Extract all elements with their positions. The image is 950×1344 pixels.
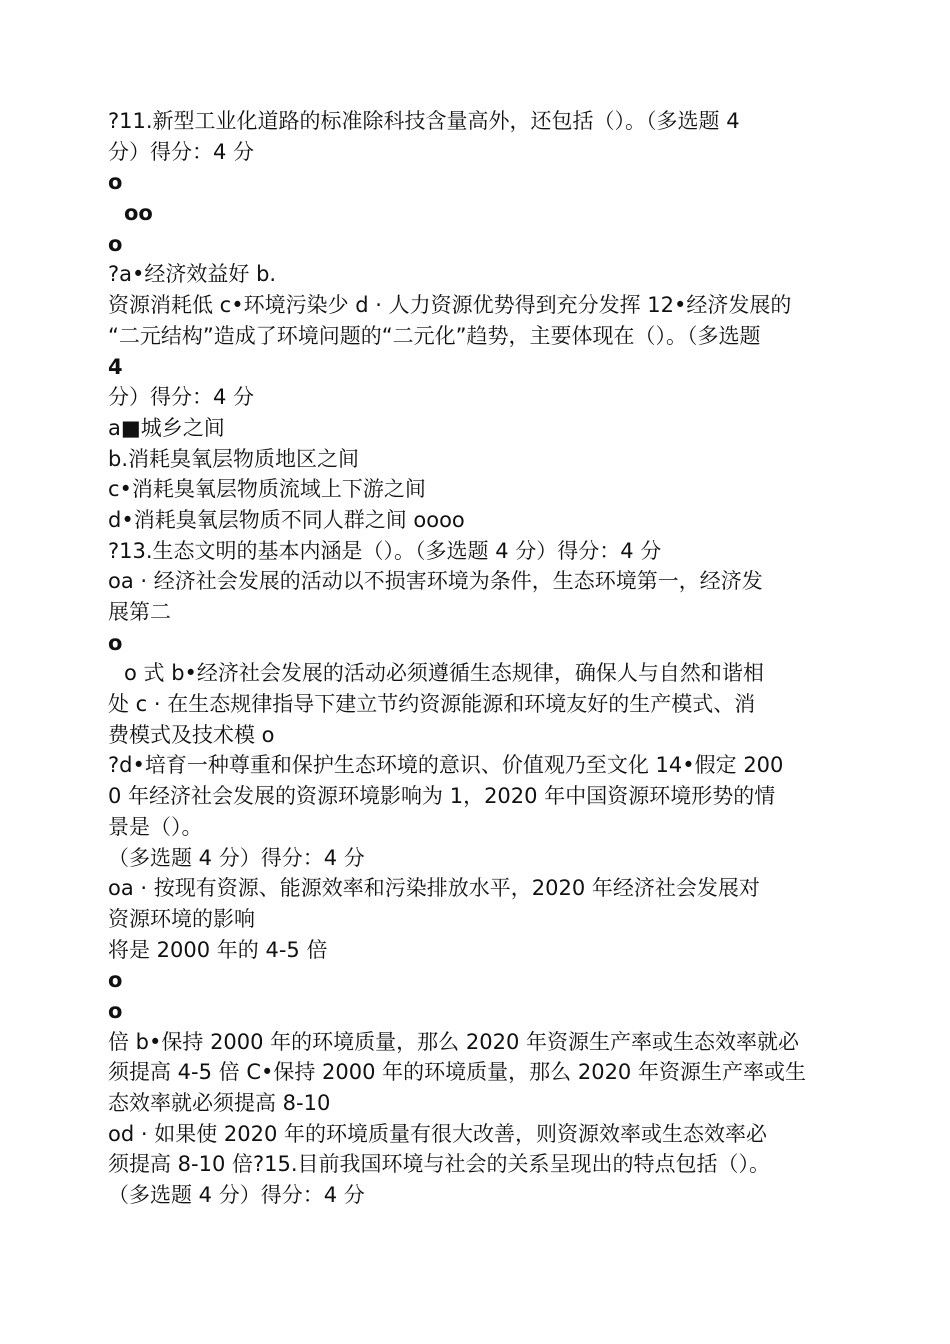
text-line: （多选题 4 分）得分：4 分 [108, 1183, 365, 1208]
text-line: 景是（）。 [108, 814, 203, 839]
option-marker: o [108, 968, 123, 993]
document-body [108, 106, 848, 1211]
option-marker: oo [124, 201, 153, 226]
text-line: 展第二 [108, 600, 171, 624]
text-line: b.消耗臭氧层物质地区之间 [108, 446, 360, 471]
text-line: 分）得分：4 分 [108, 385, 255, 410]
text-line: ?11.新型工业化道路的标准除科技含量高外，还包括（）。（多选题 4 [108, 109, 740, 133]
text-line: 须提高 8-10 倍?15.目前我国环境与社会的关系呈现出的特点包括（）。 [108, 1152, 771, 1177]
text-line: 资源环境的影响 [108, 906, 255, 931]
text-line: oa · 经济社会发展的活动以不损害环境为条件，生态环境第一，经济发 [108, 569, 763, 594]
text-line: （多选题 4 分）得分：4 分 [108, 845, 365, 870]
text-line: d•消耗臭氧层物质不同人群之间 oooo [108, 507, 465, 532]
text-line: o 式 b•经济社会发展的活动必须遵循生态规律，确保人与自然和谐相 [124, 661, 764, 686]
text-line: ?13.生态文明的基本内涵是（）。（多选题 4 分）得分：4 分 [108, 538, 662, 563]
text-line: od · 如果使 2020 年的环境质量有很大改善，则资源效率或生态效率必 [108, 1121, 767, 1146]
text-line: 4 [108, 354, 123, 379]
text-line: oa · 按现有资源、能源效率和污染排放水平，2020 年经济社会发展对 [108, 876, 760, 901]
text-line: 须提高 4-5 倍 C•保持 2000 年的环境质量，那么 2020 年资源生产率或生 [108, 1060, 806, 1085]
text-line: 分）得分：4 分 [108, 139, 255, 164]
option-marker: o [108, 998, 123, 1023]
text-line: 倍 b•保持 2000 年的环境质量，那么 2020 年资源生产率或生态效率就必 [108, 1029, 799, 1054]
option-marker: o [108, 630, 123, 655]
text-line: 0 年经济社会发展的资源环境影响为 1，2020 年中国资源环境形势的情 [108, 784, 776, 809]
text-line: “二元结构”造成了环境问题的“二元化”趋势，主要体现在（）。（多选题 [108, 323, 761, 348]
text-line: ?a•经济效益好 b. [108, 262, 277, 287]
text-line: c•消耗臭氧层物质流域上下游之间 [108, 477, 426, 502]
text-line: 资源消耗低 c•环境污染少 d · 人力资源优势得到充分发挥 12•经济发展的 [108, 293, 792, 318]
text-line: 费模式及技术模 o [108, 722, 275, 747]
text-line: a■城乡之间 [108, 415, 225, 440]
text-line: 态效率就必须提高 8-10 [108, 1091, 331, 1115]
text-line: 将是 2000 年的 4-5 倍 [108, 937, 328, 962]
text-line: ?d•培育一种尊重和保护生态环境的意识、价值观乃至文化 14•假定 200 [108, 753, 784, 778]
option-marker: o [108, 231, 123, 256]
text-line: 处 c · 在生态规律指导下建立节约资源能源和环境友好的生产模式、消 [108, 692, 756, 717]
option-marker: o [108, 170, 123, 195]
